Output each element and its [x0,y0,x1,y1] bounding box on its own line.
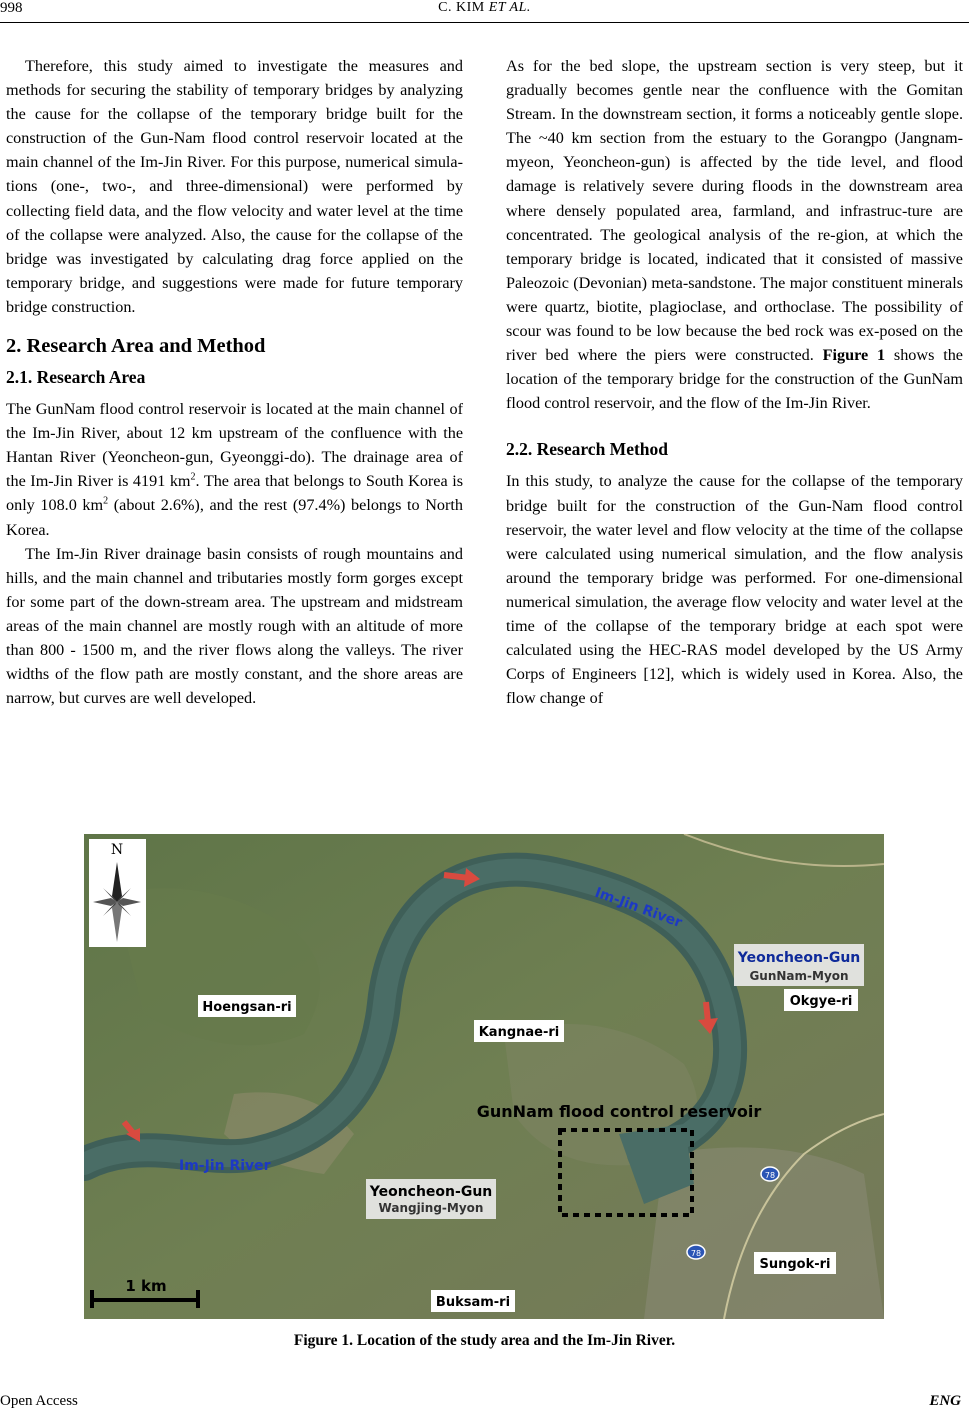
scale-label: 1 km [125,1277,167,1295]
route-shield-icon [761,1167,779,1181]
right-column [506,54,963,710]
header-rule [0,22,969,23]
subsection-heading-research-area: 2.1. Research Area [6,367,146,388]
running-head [0,0,969,16]
text-run: As for the bed slope, the upstream section is very steep, but it gradually becomes gentle near the confluence with the Gomitan Stream. In the downstream section, it forms a noticeably gentle slope. The ~40 km section from the estuary to the Gorangpo (Jangnam-myeon, Yeoncheon-gun) is affected by the tide level, and flood damage is relatively severe during floods in the downstream area where densely populated area, farmland, and infrastruc-ture are concentrated. The geological analysis of the re-gion, at which the temporary bridge is located, indicated that it consisted of massive Paleozoic (Devonian) meta-sandstone. The major constituent minerals were quartz, biotite, plagioclase, and orthoclase. The possibility of scour was found to be low because the bed rock was ex-posed on the river bed where the piers were constructed. [506,57,963,365]
subsection-heading-research-method: 2.2. Research Method [506,439,669,460]
paragraph-research-area [6,397,463,542]
paragraph-bed-slope [506,54,963,415]
village-label: Okgye-ri [789,994,853,1009]
county-label: Yeoncheon-Gun [369,1184,493,1200]
running-head-authors: C. KIM [438,0,485,15]
figure-reference: Figure 1 [822,346,886,365]
village-label: Buksam-ri [435,1295,511,1310]
village-label: Kangnae-ri [478,1025,560,1040]
text-run: The GunNam flood control reservoir is located at the main channel of the Im-Jin River, about 12 km upstream of the confluence with the Hantan River (Yeoncheon-gun, Gyeonggi-do). The drainage area of the Im-Jin River is 4191 km [6,400,463,491]
text-run: shows the location of the temporary bridge for the construction of the GunNam flood control reservoir, and the flow of the Im-Jin River. [506,346,963,413]
section-heading: 2. Research Area and Method [6,335,266,358]
footer-journal: ENG [929,1393,961,1409]
township-label: Wangjing-Myon [378,1201,484,1215]
figure-map [84,834,884,1319]
superscript: 2 [103,496,109,508]
village-label: Sungok-ri [759,1257,831,1272]
running-head-etal: ET AL. [488,0,531,15]
route-number: 78 [764,1171,776,1180]
route-shield-icon [687,1245,705,1259]
footer-open-access: Open Access [0,1393,78,1409]
paragraph-research-method: In this study, to analyze the cause for the collapse of the temporary bridge built for the construction of the Gun-Nam flood control reservoir, the water level and flow velocity at the time of the collapse were calculated using numerical simulation, and the flow analysis around the temporary bridge was performed. For one-dimensional numerical simulation, the average flow velocity and water level at the time of the collapse of the temporary bridge at each spot were calculated using the HEC-RAS model developed by the US Army Corps of Engineers [12], which is widely used in Korea. Also, the flow change of [506,472,963,708]
route-number: 78 [690,1249,702,1258]
superscript: 2 [190,471,196,483]
text-run: (about 2.6%), and the rest (97.4%) belongs to North Korea. [6,496,463,539]
river-label: Im-Jin River [592,884,685,932]
paragraph-drainage-basin: The Im-Jin River drainage basin consists of rough mountains and hills, and the main channel and tributaries mostly form gorges except for some part of the down-stream area. The upstream and midstream areas of the main channel are mostly rough with an altitude of more than 800 - 1500 m, and the river flows along the valleys. The river widths of the flow path are mostly constant, and the shore areas are narrow, but curves are well developed. [6,544,463,708]
reservoir-label: GunNam flood control reservoir [476,1102,762,1121]
text-run: . The area that belongs to South Korea is only 108.0 km [6,472,464,515]
river-label: Im-Jin River [179,1158,271,1174]
left-column [6,54,463,710]
paragraph-intro-end: Therefore, this study aimed to investigate the measures and methods for securing the stability of temporary bridges by analyzing the cause for the collapse of the temporary bridge built for the construction of the Gun-Nam flood control reservoir located at the main channel of the Im-Jin River. For this purpose, numerical simula-tions (one-, two-, and three-dimensional) were performed by collecting field data, and the flow velocity and water level at the time of the collapse were analyzed. Also, the cause for the collapse of the bridge was investigated by calculating drag force applied on the temporary bridge, and suggestions were made for future temporary bridge construction. [6,57,463,316]
village-label: Hoengsan-ri [202,1000,292,1015]
compass-north-label: N [110,842,124,858]
county-label: Yeoncheon-Gun [737,950,861,966]
township-label: GunNam-Myon [749,969,849,983]
page-number: 998 [0,0,23,16]
figure-caption: Figure 1. Location of the study area and the Im-Jin River. [293,1332,676,1349]
satellite-map [84,834,884,1319]
